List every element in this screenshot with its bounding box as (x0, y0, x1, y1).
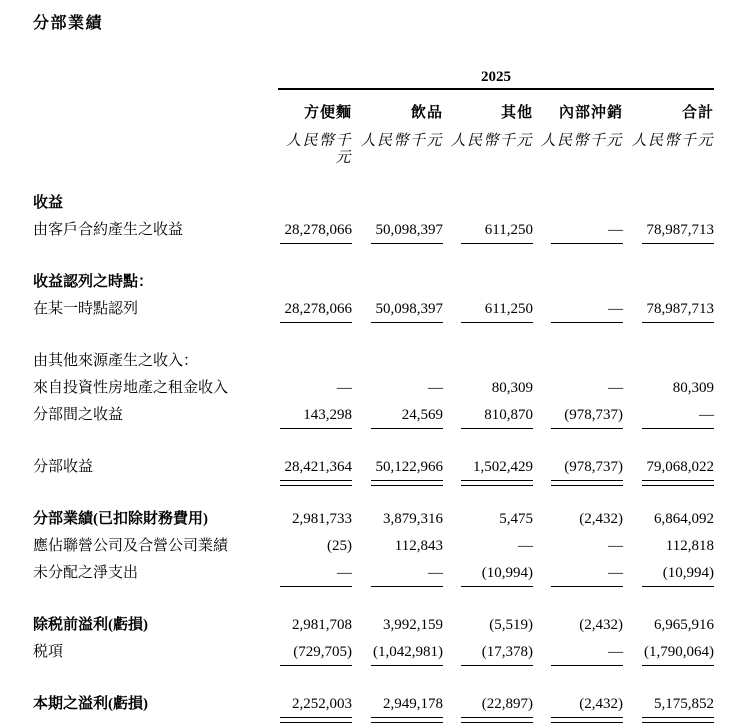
value-cell (280, 459, 352, 486)
value-cell (352, 538, 443, 555)
single-underline-rule (551, 243, 623, 244)
value-cell (533, 696, 623, 723)
value-text: (10,994) (662, 565, 714, 581)
value-text: — (518, 538, 533, 554)
single-underline-rule (551, 586, 623, 587)
value-text: 2,981,708 (292, 617, 352, 633)
value-text: 3,992,159 (383, 617, 443, 633)
currency-unit-label: 人民幣千元 (450, 133, 533, 149)
value-text: — (608, 565, 623, 581)
value-text: — (699, 407, 714, 423)
single-underline-rule (280, 322, 352, 323)
value-text: (1,042,981) (373, 644, 443, 660)
value-cell (352, 511, 443, 528)
double-underline-rule (551, 717, 623, 723)
value-cell (280, 696, 352, 723)
value-cell (623, 538, 714, 555)
single-underline-rule (280, 428, 352, 429)
double-underline-rule (461, 480, 533, 486)
value-text: 78,987,713 (646, 301, 714, 317)
value-text: — (337, 565, 352, 581)
value-cell (443, 538, 533, 555)
value-cell (443, 407, 533, 429)
value-cell (443, 222, 533, 244)
currency-unit-label: 人民幣千元 (540, 133, 623, 149)
value-cell (352, 380, 443, 397)
value-cell (443, 380, 533, 397)
value-cell (533, 301, 623, 323)
value-text: 611,250 (484, 222, 533, 238)
value-cell (533, 565, 623, 587)
table-row (33, 644, 714, 671)
value-text: (22,897) (481, 696, 533, 712)
double-underline-rule (642, 717, 714, 723)
value-text: (978,737) (564, 407, 623, 423)
value-cell (443, 459, 533, 486)
currency-unit-label: 人民幣千元 (360, 133, 443, 149)
single-underline-rule (461, 665, 533, 666)
value-text: — (608, 222, 623, 238)
value-text: 112,818 (665, 538, 714, 554)
single-underline-rule (642, 428, 714, 429)
value-text: 2,252,003 (292, 696, 352, 712)
single-underline-rule (371, 428, 443, 429)
value-cell (533, 538, 623, 555)
single-underline-rule (371, 665, 443, 666)
single-underline-rule (280, 243, 352, 244)
value-text: 143,298 (303, 407, 352, 423)
single-underline-rule (371, 243, 443, 244)
single-underline-rule (551, 665, 623, 666)
value-cell (443, 565, 533, 587)
value-text: 80,309 (672, 380, 714, 396)
row-label: 分部業績(已扣除財務費用) (33, 511, 208, 527)
single-underline-rule (461, 322, 533, 323)
table-row (33, 407, 714, 434)
row-label: 由其他來源產生之收入： (33, 353, 199, 369)
double-underline-rule (461, 717, 533, 723)
table-row (33, 511, 714, 538)
value-cell (280, 222, 352, 244)
value-text: 80,309 (491, 380, 533, 396)
value-text: (729,705) (293, 644, 352, 660)
value-cell (533, 459, 623, 486)
row-label: 收益 (33, 195, 64, 211)
currency-unit-label: 人民幣千元 (631, 133, 714, 149)
value-cell (280, 565, 352, 587)
value-text: 112,843 (394, 538, 443, 554)
value-cell (280, 301, 352, 323)
value-cell (623, 380, 714, 397)
value-cell (280, 380, 352, 397)
value-cell (443, 696, 533, 723)
value-cell (533, 511, 623, 528)
value-text: 1,502,429 (473, 459, 533, 475)
year-header: 2025 (278, 68, 714, 90)
value-text: 28,421,364 (284, 459, 352, 475)
value-cell (352, 301, 443, 323)
double-underline-rule (551, 480, 623, 486)
value-text: — (608, 380, 623, 396)
value-text: 79,068,022 (646, 459, 714, 475)
value-cell (623, 511, 714, 528)
value-text: 6,864,092 (654, 511, 714, 527)
table-row (33, 222, 714, 249)
value-text: 78,987,713 (646, 222, 714, 238)
value-cell (623, 222, 714, 244)
table-row (33, 617, 714, 644)
value-text: — (608, 301, 623, 317)
currency-unit-row (33, 133, 714, 167)
segment-results-table (33, 0, 714, 723)
row-label: 由客戶合約產生之收益 (33, 222, 184, 238)
value-text: 50,122,966 (375, 459, 443, 475)
value-cell (623, 644, 714, 666)
single-underline-rule (461, 243, 533, 244)
value-text: 50,098,397 (375, 222, 443, 238)
value-text: 2,981,733 (292, 511, 352, 527)
value-cell (280, 617, 352, 634)
table-row (33, 380, 714, 407)
row-label: 分部間之收益 (33, 407, 124, 423)
currency-unit-label: 人民幣千元 (285, 133, 352, 166)
page-title: 分部業績 (33, 15, 104, 32)
value-text: — (337, 380, 352, 396)
row-label: 來自投資性房地產之租金收入 (33, 380, 229, 396)
value-cell (352, 644, 443, 666)
value-cell (623, 407, 714, 429)
row-label: 在某一時點認列 (33, 301, 139, 317)
value-cell (352, 617, 443, 634)
column-header: 其他 (500, 105, 533, 121)
value-cell (352, 696, 443, 723)
value-cell (443, 511, 533, 528)
value-cell (443, 617, 533, 634)
column-header-row (33, 105, 714, 122)
value-cell (443, 644, 533, 666)
single-underline-rule (461, 586, 533, 587)
value-text: (25) (327, 538, 352, 554)
value-cell (533, 644, 623, 666)
value-text: (2,432) (579, 696, 623, 712)
single-underline-rule (461, 428, 533, 429)
row-label: 收益認列之時點： (33, 274, 154, 290)
value-text: 3,879,316 (383, 511, 443, 527)
value-text: 28,278,066 (284, 301, 352, 317)
double-underline-rule (642, 480, 714, 486)
value-cell (280, 644, 352, 666)
double-underline-rule (371, 717, 443, 723)
single-underline-rule (642, 243, 714, 244)
value-cell (533, 617, 623, 634)
table-row (33, 301, 714, 328)
value-text: (2,432) (579, 511, 623, 527)
value-text: — (608, 538, 623, 554)
column-header: 內部沖銷 (558, 105, 623, 121)
value-text: (5,519) (489, 617, 533, 633)
value-cell (533, 407, 623, 429)
value-text: (1,790,064) (644, 644, 714, 660)
value-text: 6,965,916 (654, 617, 714, 633)
value-cell (352, 222, 443, 244)
value-cell (352, 459, 443, 486)
value-text: (2,432) (579, 617, 623, 633)
single-underline-rule (642, 322, 714, 323)
row-label: 未分配之淨支出 (33, 565, 139, 581)
row-label: 本期之溢利(虧損) (33, 696, 148, 712)
value-cell (443, 301, 533, 323)
value-text: — (428, 380, 443, 396)
value-cell (623, 617, 714, 634)
single-underline-rule (280, 665, 352, 666)
value-text: 28,278,066 (284, 222, 352, 238)
double-underline-rule (280, 480, 352, 486)
column-header: 方便麵 (303, 105, 352, 121)
single-underline-rule (551, 428, 623, 429)
table-row (33, 565, 714, 592)
table-row (33, 538, 714, 565)
value-cell (623, 301, 714, 323)
double-underline-rule (371, 480, 443, 486)
table-row (33, 195, 714, 222)
single-underline-rule (642, 665, 714, 666)
column-header: 飲品 (410, 105, 443, 121)
value-text: 2,949,178 (383, 696, 443, 712)
value-text: 5,175,852 (654, 696, 714, 712)
table-row (33, 353, 714, 380)
value-cell (533, 222, 623, 244)
value-text: 50,098,397 (375, 301, 443, 317)
table-row (33, 274, 714, 301)
single-underline-rule (371, 586, 443, 587)
value-text: 24,569 (401, 407, 443, 423)
single-underline-rule (371, 322, 443, 323)
value-text: (10,994) (481, 565, 533, 581)
value-text: (17,378) (481, 644, 533, 660)
value-text: 810,870 (484, 407, 533, 423)
value-cell (623, 696, 714, 723)
column-header: 合計 (681, 105, 714, 121)
double-underline-rule (280, 717, 352, 723)
value-text: 611,250 (484, 301, 533, 317)
value-cell (533, 380, 623, 397)
value-text: 5,475 (499, 511, 533, 527)
value-cell (352, 407, 443, 429)
value-cell (623, 459, 714, 486)
table-row (33, 459, 714, 486)
value-text: (978,737) (564, 459, 623, 475)
single-underline-rule (280, 586, 352, 587)
value-cell (280, 538, 352, 555)
value-text: — (608, 644, 623, 660)
row-label: 分部收益 (33, 459, 94, 475)
value-text: — (428, 565, 443, 581)
single-underline-rule (642, 586, 714, 587)
value-cell (280, 407, 352, 429)
row-label: 除税前溢利(虧損) (33, 617, 148, 633)
single-underline-rule (551, 322, 623, 323)
value-cell (280, 511, 352, 528)
value-cell (352, 565, 443, 587)
table-body (33, 195, 714, 723)
table-row (33, 696, 714, 723)
value-cell (623, 565, 714, 587)
row-label: 税項 (33, 644, 64, 660)
row-label: 應佔聯營公司及合營公司業績 (33, 538, 229, 554)
